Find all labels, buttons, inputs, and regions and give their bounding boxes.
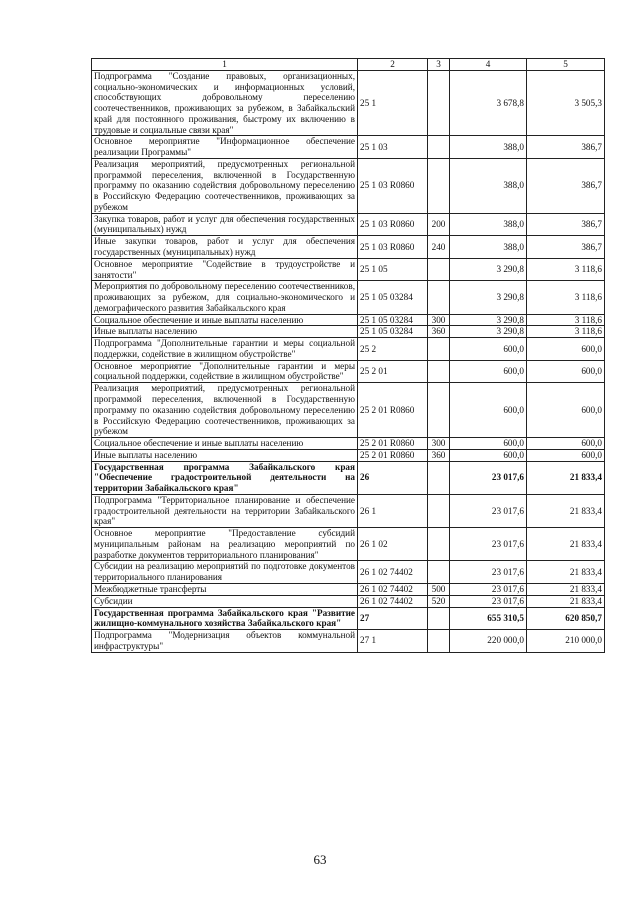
cell-sum-1: 23 017,6: [450, 595, 527, 607]
cell-name: Основное мероприятие "Информационное обеспечение реализации Программы": [92, 136, 358, 159]
cell-expense-type: 360: [428, 326, 450, 338]
cell-name: Социальное обеспечение и иные выплаты населению: [92, 438, 358, 450]
cell-name: Основное мероприятие "Содействие в трудоустройстве и занятости": [92, 258, 358, 281]
cell-expense-type: [428, 258, 450, 281]
cell-sum-1: 3 678,8: [450, 70, 527, 136]
cell-sum-1: 600,0: [450, 338, 527, 361]
cell-expense-type: [428, 383, 450, 438]
cell-code: 25 1 03 R0860: [358, 158, 428, 213]
cell-sum-1: 388,0: [450, 136, 527, 159]
table-row: [92, 158, 605, 213]
cell-sum-2: 3 118,6: [527, 314, 605, 326]
table-row: [92, 258, 605, 281]
cell-code: 25 1: [358, 70, 428, 136]
table-row: [92, 70, 605, 136]
cell-name: Подпрограмма "Создание правовых, организационных, социально-экономических и информационных условий, способствующих добровольному переселению соотечественников, проживающих за рубежом, в Забайкальский край для постоянного проживания, быстрому их включению в трудовые и социальные связи края": [92, 70, 358, 136]
cell-sum-2: 600,0: [527, 383, 605, 438]
cell-sum-1: 3 290,8: [450, 326, 527, 338]
table-row: [92, 461, 605, 494]
cell-expense-type: [428, 494, 450, 527]
cell-expense-type: 240: [428, 236, 450, 259]
table-row: [92, 607, 605, 630]
cell-code: 25 2 01 R0860: [358, 438, 428, 450]
cell-sum-2: 21 833,4: [527, 561, 605, 584]
cell-expense-type: [428, 158, 450, 213]
cell-name: Реализация мероприятий, предусмотренных региональной программой переселения, включенной в Государственную программу по оказанию содействия добровольному переселению в Российскую Федерацию соотечественников, проживающих за рубежом: [92, 158, 358, 213]
cell-expense-type: 200: [428, 213, 450, 236]
cell-expense-type: [428, 281, 450, 314]
cell-code: 27: [358, 607, 428, 630]
table-row: [92, 630, 605, 653]
cell-sum-2: 386,7: [527, 136, 605, 159]
table-row: [92, 236, 605, 259]
cell-name: Субсидии: [92, 595, 358, 607]
cell-sum-2: 600,0: [527, 449, 605, 461]
cell-code: 25 1 03: [358, 136, 428, 159]
cell-sum-1: 220 000,0: [450, 630, 527, 653]
cell-sum-2: 21 833,4: [527, 494, 605, 527]
cell-expense-type: 520: [428, 595, 450, 607]
cell-sum-1: 23 017,6: [450, 494, 527, 527]
cell-sum-1: 600,0: [450, 360, 527, 383]
cell-code: 25 1 05 03284: [358, 326, 428, 338]
cell-code: 26 1: [358, 494, 428, 527]
cell-name: Государственная программа Забайкальского края "Обеспечение градостроительной деятельности на территории Забайкальского края": [92, 461, 358, 494]
cell-sum-2: 600,0: [527, 360, 605, 383]
cell-expense-type: [428, 607, 450, 630]
cell-expense-type: 500: [428, 583, 450, 595]
cell-sum-2: 3 118,6: [527, 281, 605, 314]
cell-code: 26 1 02 74402: [358, 595, 428, 607]
table-row: [92, 326, 605, 338]
cell-name: Реализация мероприятий, предусмотренных региональной программой переселения, включенной в Государственную программу по оказанию содействия добровольному переселению в Российскую Федерацию соотечественников, проживающих за рубежом: [92, 383, 358, 438]
cell-name: Социальное обеспечение и иные выплаты населению: [92, 314, 358, 326]
table-row: [92, 528, 605, 561]
cell-expense-type: [428, 528, 450, 561]
cell-sum-1: 23 017,6: [450, 583, 527, 595]
cell-expense-type: 300: [428, 438, 450, 450]
cell-code: 25 1 05 03284: [358, 281, 428, 314]
header-cell-code: 2: [358, 59, 428, 71]
cell-sum-1: 23 017,6: [450, 561, 527, 584]
cell-expense-type: [428, 360, 450, 383]
cell-sum-2: 21 833,4: [527, 583, 605, 595]
cell-code: 25 1 03 R0860: [358, 213, 428, 236]
table-row: [92, 136, 605, 159]
cell-name: Мероприятия по добровольному переселению соотечественников, проживающих за рубежом, для социально-экономического и демографического развития Забайкальского края: [92, 281, 358, 314]
header-cell-name: 1: [92, 59, 358, 71]
table-row: [92, 360, 605, 383]
cell-expense-type: [428, 561, 450, 584]
cell-expense-type: [428, 630, 450, 653]
cell-name: Подпрограмма "Территориальное планирование и обеспечение градостроительной деятельности на территории Забайкальского края": [92, 494, 358, 527]
cell-sum-1: 600,0: [450, 449, 527, 461]
page-number: 63: [313, 852, 327, 867]
cell-name: Государственная программа Забайкальского края "Развитие жилищно-коммунального хозяйства Забайкальского края": [92, 607, 358, 630]
cell-sum-1: 3 290,8: [450, 281, 527, 314]
cell-sum-1: 23 017,6: [450, 528, 527, 561]
cell-sum-1: 3 290,8: [450, 314, 527, 326]
cell-sum-1: 388,0: [450, 236, 527, 259]
cell-sum-1: 388,0: [450, 213, 527, 236]
cell-sum-1: 600,0: [450, 438, 527, 450]
table-row: [92, 281, 605, 314]
cell-sum-2: 620 850,7: [527, 607, 605, 630]
cell-sum-2: 3 118,6: [527, 326, 605, 338]
cell-sum-2: 210 000,0: [527, 630, 605, 653]
header-cell-sum-1: 4: [450, 59, 527, 71]
cell-expense-type: 360: [428, 449, 450, 461]
cell-name: Межбюджетные трансферты: [92, 583, 358, 595]
cell-expense-type: [428, 136, 450, 159]
cell-sum-2: 21 833,4: [527, 461, 605, 494]
cell-code: 25 1 03 R0860: [358, 236, 428, 259]
table-row: [92, 438, 605, 450]
cell-name: Подпрограмма "Дополнительные гарантии и меры социальной поддержки, содействие в жилищном обустройстве": [92, 338, 358, 361]
table-row: [92, 383, 605, 438]
cell-code: 25 2 01: [358, 360, 428, 383]
cell-sum-2: 386,7: [527, 213, 605, 236]
cell-sum-2: 386,7: [527, 236, 605, 259]
cell-code: 25 2 01 R0860: [358, 383, 428, 438]
cell-name: Иные выплаты населению: [92, 449, 358, 461]
cell-code: 26 1 02 74402: [358, 583, 428, 595]
cell-sum-1: 655 310,5: [450, 607, 527, 630]
cell-name: Основное мероприятие "Дополнительные гарантии и меры социальной поддержки, содействие в жилищном обустройстве": [92, 360, 358, 383]
cell-sum-2: 21 833,4: [527, 595, 605, 607]
cell-expense-type: 300: [428, 314, 450, 326]
budget-table: [91, 58, 605, 653]
table-row: [92, 561, 605, 584]
cell-code: 25 1 05: [358, 258, 428, 281]
table-body: [92, 70, 605, 652]
cell-sum-1: 3 290,8: [450, 258, 527, 281]
table-row: [92, 314, 605, 326]
cell-sum-2: 3 505,3: [527, 70, 605, 136]
cell-name: Субсидии на реализацию мероприятий по подготовке документов территориального планирования: [92, 561, 358, 584]
cell-code: 25 2 01 R0860: [358, 449, 428, 461]
cell-expense-type: [428, 338, 450, 361]
cell-code: 25 2: [358, 338, 428, 361]
table-row: [92, 494, 605, 527]
header-cell-sum-2: 5: [527, 59, 605, 71]
cell-name: Закупка товаров, работ и услуг для обеспечения государственных (муниципальных) нужд: [92, 213, 358, 236]
cell-sum-2: 386,7: [527, 158, 605, 213]
cell-sum-2: 3 118,6: [527, 258, 605, 281]
cell-code: 26 1 02: [358, 528, 428, 561]
header-cell-expense-type: 3: [428, 59, 450, 71]
table-row: [92, 213, 605, 236]
cell-code: 25 1 05 03284: [358, 314, 428, 326]
cell-sum-1: 23 017,6: [450, 461, 527, 494]
table-row: [92, 449, 605, 461]
table-row: [92, 338, 605, 361]
cell-code: 26: [358, 461, 428, 494]
cell-expense-type: [428, 70, 450, 136]
cell-name: Иные выплаты населению: [92, 326, 358, 338]
cell-code: 27 1: [358, 630, 428, 653]
cell-sum-2: 21 833,4: [527, 528, 605, 561]
cell-code: 26 1 02 74402: [358, 561, 428, 584]
table-header-row: [92, 59, 605, 71]
cell-expense-type: [428, 461, 450, 494]
table-row: [92, 583, 605, 595]
cell-sum-2: 600,0: [527, 338, 605, 361]
cell-name: Иные закупки товаров, работ и услуг для обеспечения государственных (муниципальных) нужд: [92, 236, 358, 259]
cell-sum-1: 388,0: [450, 158, 527, 213]
cell-name: Основное мероприятие "Предоставление субсидий муниципальным районам на реализацию мероприятий по разработке документов территориального планирования": [92, 528, 358, 561]
table-row: [92, 595, 605, 607]
cell-sum-1: 600,0: [450, 383, 527, 438]
cell-sum-2: 600,0: [527, 438, 605, 450]
cell-name: Подпрограмма "Модернизация объектов коммунальной инфраструктуры": [92, 630, 358, 653]
